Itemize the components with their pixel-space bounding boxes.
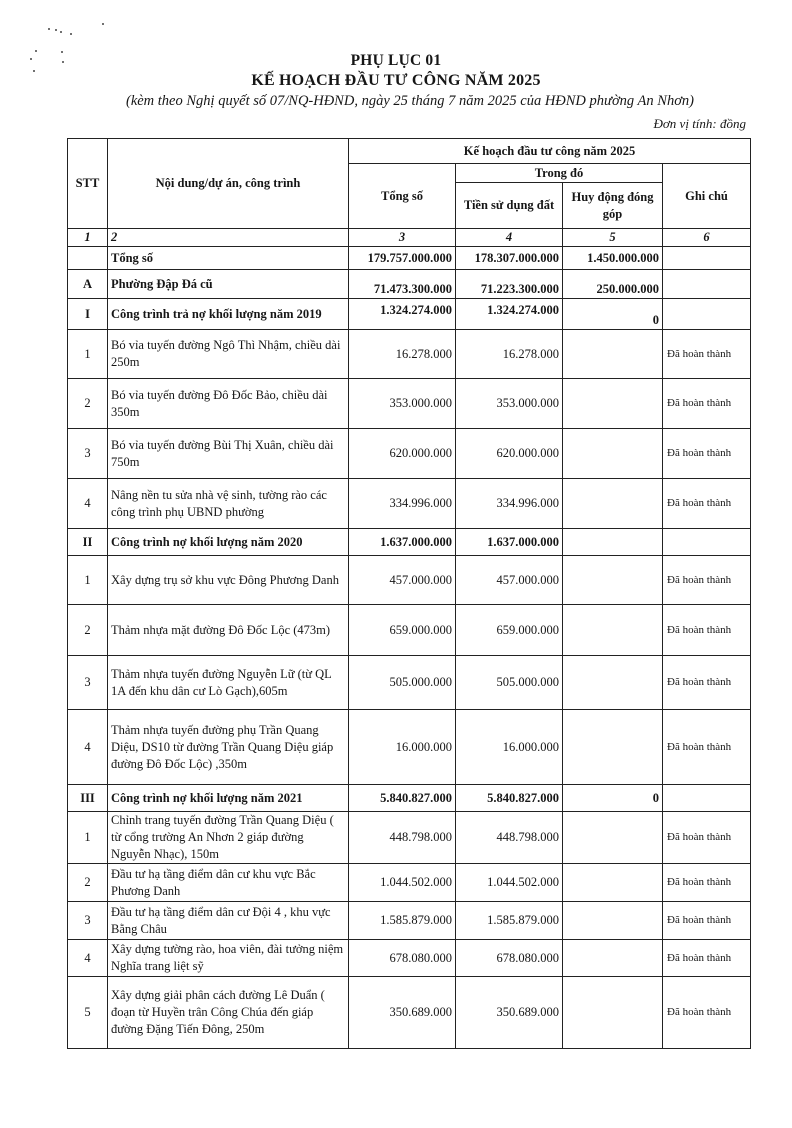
col-num: 2	[108, 229, 349, 247]
table-row	[68, 710, 751, 785]
cell-content: Bó vỉa tuyến đường Bùi Thị Xuân, chiều dài 750m	[108, 429, 349, 479]
cell-total: 179.757.000.000	[349, 247, 456, 270]
cell-contrib	[563, 864, 663, 902]
table-row	[68, 902, 751, 940]
cell-land: 71.223.300.000	[456, 270, 563, 299]
cell-contrib: 0	[563, 299, 663, 330]
col-num: 5	[563, 229, 663, 247]
resolution-reference: (kèm theo Nghị quyết số 07/NQ-HĐND, ngày 25 tháng 7 năm 2025 của HĐND phường An Nhơn)	[125, 93, 695, 109]
cell-stt: 4	[68, 940, 108, 977]
cell-total: 659.000.000	[349, 605, 456, 656]
cell-total: 1.637.000.000	[349, 529, 456, 556]
cell-contrib	[563, 656, 663, 710]
cell-total: 350.689.000	[349, 977, 456, 1049]
cell-content: Thảm nhựa tuyến đường phụ Trần Quang Diệu, DS10 từ đường Trần Quang Diệu giáp đường Đô Đốc Lộc) ,350m	[108, 710, 349, 785]
cell-total: 505.000.000	[349, 656, 456, 710]
table-row-group	[68, 299, 751, 330]
cell-note: Đã hoàn thành	[663, 977, 751, 1049]
cell-stt: I	[68, 299, 108, 330]
cell-note: Đã hoàn thành	[663, 902, 751, 940]
cell-stt: 5	[68, 977, 108, 1049]
cell-total: 620.000.000	[349, 429, 456, 479]
table-row	[68, 656, 751, 710]
col-num: 3	[349, 229, 456, 247]
cell-content: Bó vỉa tuyến đường Đô Đốc Bảo, chiều dài 350m	[108, 379, 349, 429]
table-row	[68, 977, 751, 1049]
cell-contrib	[563, 330, 663, 379]
cell-land: 505.000.000	[456, 656, 563, 710]
table-row	[68, 940, 751, 977]
cell-land: 353.000.000	[456, 379, 563, 429]
cell-land: 5.840.827.000	[456, 785, 563, 812]
table-row	[68, 379, 751, 429]
cell-note	[663, 270, 751, 299]
cell-note: Đã hoàn thành	[663, 379, 751, 429]
cell-contrib	[563, 379, 663, 429]
cell-stt: 2	[68, 864, 108, 902]
cell-stt: 4	[68, 710, 108, 785]
cell-note: Đã hoàn thành	[663, 429, 751, 479]
cell-contrib	[563, 710, 663, 785]
cell-total: 334.996.000	[349, 479, 456, 529]
cell-contrib: 250.000.000	[563, 270, 663, 299]
table-row	[68, 556, 751, 605]
cell-land: 620.000.000	[456, 429, 563, 479]
cell-content: Công trình nợ khối lượng năm 2020	[108, 529, 349, 556]
cell-content: Đầu tư hạ tầng điểm dân cư Đội 4 , khu vực Bằng Châu	[108, 902, 349, 940]
cell-land: 1.044.502.000	[456, 864, 563, 902]
table-row	[68, 479, 751, 529]
cell-stt: 3	[68, 656, 108, 710]
cell-land: 457.000.000	[456, 556, 563, 605]
cell-note	[663, 529, 751, 556]
cell-total: 678.080.000	[349, 940, 456, 977]
cell-contrib	[563, 605, 663, 656]
cell-stt: 4	[68, 479, 108, 529]
cell-stt: 3	[68, 429, 108, 479]
table-row	[68, 429, 751, 479]
header-plan-group: Kế hoạch đầu tư công năm 2025	[349, 139, 751, 164]
col-num: 1	[68, 229, 108, 247]
cell-content: Bó vỉa tuyến đường Ngô Thì Nhậm, chiều dài 250m	[108, 330, 349, 379]
cell-note: Đã hoàn thành	[663, 330, 751, 379]
cell-stt: 3	[68, 902, 108, 940]
cell-content: Thảm nhựa tuyến đường Nguyễn Lữ (từ QL 1A đến khu dân cư Lò Gạch),605m	[108, 656, 349, 710]
header-note: Ghi chú	[663, 164, 751, 229]
table-row-section	[68, 270, 751, 299]
cell-contrib	[563, 977, 663, 1049]
cell-land: 16.000.000	[456, 710, 563, 785]
cell-content: Xây dựng trụ sở khu vực Đông Phương Danh	[108, 556, 349, 605]
header-land-use: Tiền sử dụng đất	[456, 183, 563, 229]
col-num: 6	[663, 229, 751, 247]
cell-note	[663, 299, 751, 330]
cell-note: Đã hoàn thành	[663, 556, 751, 605]
cell-land: 350.689.000	[456, 977, 563, 1049]
cell-content: Nâng nền tu sửa nhà vệ sinh, tường rào các công trình phụ UBND phường	[108, 479, 349, 529]
cell-stt: II	[68, 529, 108, 556]
cell-total: 353.000.000	[349, 379, 456, 429]
cell-contrib	[563, 812, 663, 864]
cell-stt: 1	[68, 812, 108, 864]
cell-land: 659.000.000	[456, 605, 563, 656]
cell-total: 1.585.879.000	[349, 902, 456, 940]
cell-contrib	[563, 479, 663, 529]
plan-title: KẾ HOẠCH ĐẦU TƯ CÔNG NĂM 2025	[251, 72, 541, 89]
table-row	[68, 330, 751, 379]
cell-total: 16.278.000	[349, 330, 456, 379]
cell-note: Đã hoàn thành	[663, 812, 751, 864]
cell-total: 71.473.300.000	[349, 270, 456, 299]
cell-land: 448.798.000	[456, 812, 563, 864]
cell-note	[663, 785, 751, 812]
cell-note: Đã hoàn thành	[663, 940, 751, 977]
cell-total: 1.044.502.000	[349, 864, 456, 902]
cell-total: 5.840.827.000	[349, 785, 456, 812]
cell-stt: III	[68, 785, 108, 812]
cell-stt: 1	[68, 556, 108, 605]
table-row	[68, 812, 751, 864]
column-number-row	[68, 229, 751, 247]
cell-land: 1.637.000.000	[456, 529, 563, 556]
table-row	[68, 864, 751, 902]
cell-stt: 2	[68, 605, 108, 656]
cell-note	[663, 247, 751, 270]
table-row	[68, 605, 751, 656]
cell-note: Đã hoàn thành	[663, 656, 751, 710]
cell-stt: 2	[68, 379, 108, 429]
cell-content: Công trình nợ khối lượng năm 2021	[108, 785, 349, 812]
cell-note: Đã hoàn thành	[663, 864, 751, 902]
header-of-which: Trong đó	[456, 164, 663, 183]
cell-content: Xây dựng giải phân cách đường Lê Duẩn ( đoạn từ Huyền trân Công Chúa đến giáp đường Đặng Tiến Đông, 250m	[108, 977, 349, 1049]
appendix-title: PHỤ LỤC 01	[350, 52, 442, 69]
cell-note: Đã hoàn thành	[663, 479, 751, 529]
cell-note: Đã hoàn thành	[663, 605, 751, 656]
header-content: Nội dung/dự án, công trình	[108, 139, 349, 229]
cell-content: Phường Đập Đá cũ	[108, 270, 349, 299]
header-contribution: Huy động đóng góp	[563, 183, 663, 229]
table-row-group	[68, 785, 751, 812]
unit-label: Đơn vị tính: đồng	[653, 116, 746, 131]
cell-note: Đã hoàn thành	[663, 710, 751, 785]
col-num: 4	[456, 229, 563, 247]
header-total: Tổng số	[349, 164, 456, 229]
investment-plan-table	[67, 138, 751, 1049]
cell-total: 1.324.274.000	[349, 299, 456, 330]
cell-stt: 1	[68, 330, 108, 379]
cell-contrib	[563, 556, 663, 605]
cell-content: Công trình trả nợ khối lượng năm 2019	[108, 299, 349, 330]
cell-contrib	[563, 902, 663, 940]
cell-contrib: 1.450.000.000	[563, 247, 663, 270]
cell-land: 334.996.000	[456, 479, 563, 529]
cell-contrib	[563, 429, 663, 479]
cell-total: 448.798.000	[349, 812, 456, 864]
cell-content: Xây dựng tường rào, hoa viên, đài tưởng niệm Nghĩa trang liệt sỹ	[108, 940, 349, 977]
cell-content: Tổng số	[108, 247, 349, 270]
cell-stt	[68, 247, 108, 270]
cell-content: Thảm nhựa mặt đường Đô Đốc Lộc (473m)	[108, 605, 349, 656]
cell-land: 1.585.879.000	[456, 902, 563, 940]
header-stt: STT	[68, 139, 108, 229]
cell-land: 1.324.274.000	[456, 299, 563, 330]
cell-contrib	[563, 940, 663, 977]
cell-contrib	[563, 529, 663, 556]
cell-land: 16.278.000	[456, 330, 563, 379]
cell-contrib: 0	[563, 785, 663, 812]
cell-total: 16.000.000	[349, 710, 456, 785]
cell-stt: A	[68, 270, 108, 299]
cell-content: Đầu tư hạ tầng điểm dân cư khu vực Bắc Phương Danh	[108, 864, 349, 902]
cell-land: 678.080.000	[456, 940, 563, 977]
cell-content: Chỉnh trang tuyến đường Trần Quang Diệu ( từ cổng trường An Nhơn 2 giáp đường Nguyễn Nhạc), 150m	[108, 812, 349, 864]
cell-total: 457.000.000	[349, 556, 456, 605]
cell-land: 178.307.000.000	[456, 247, 563, 270]
table-row-group	[68, 529, 751, 556]
table-row-total	[68, 247, 751, 270]
